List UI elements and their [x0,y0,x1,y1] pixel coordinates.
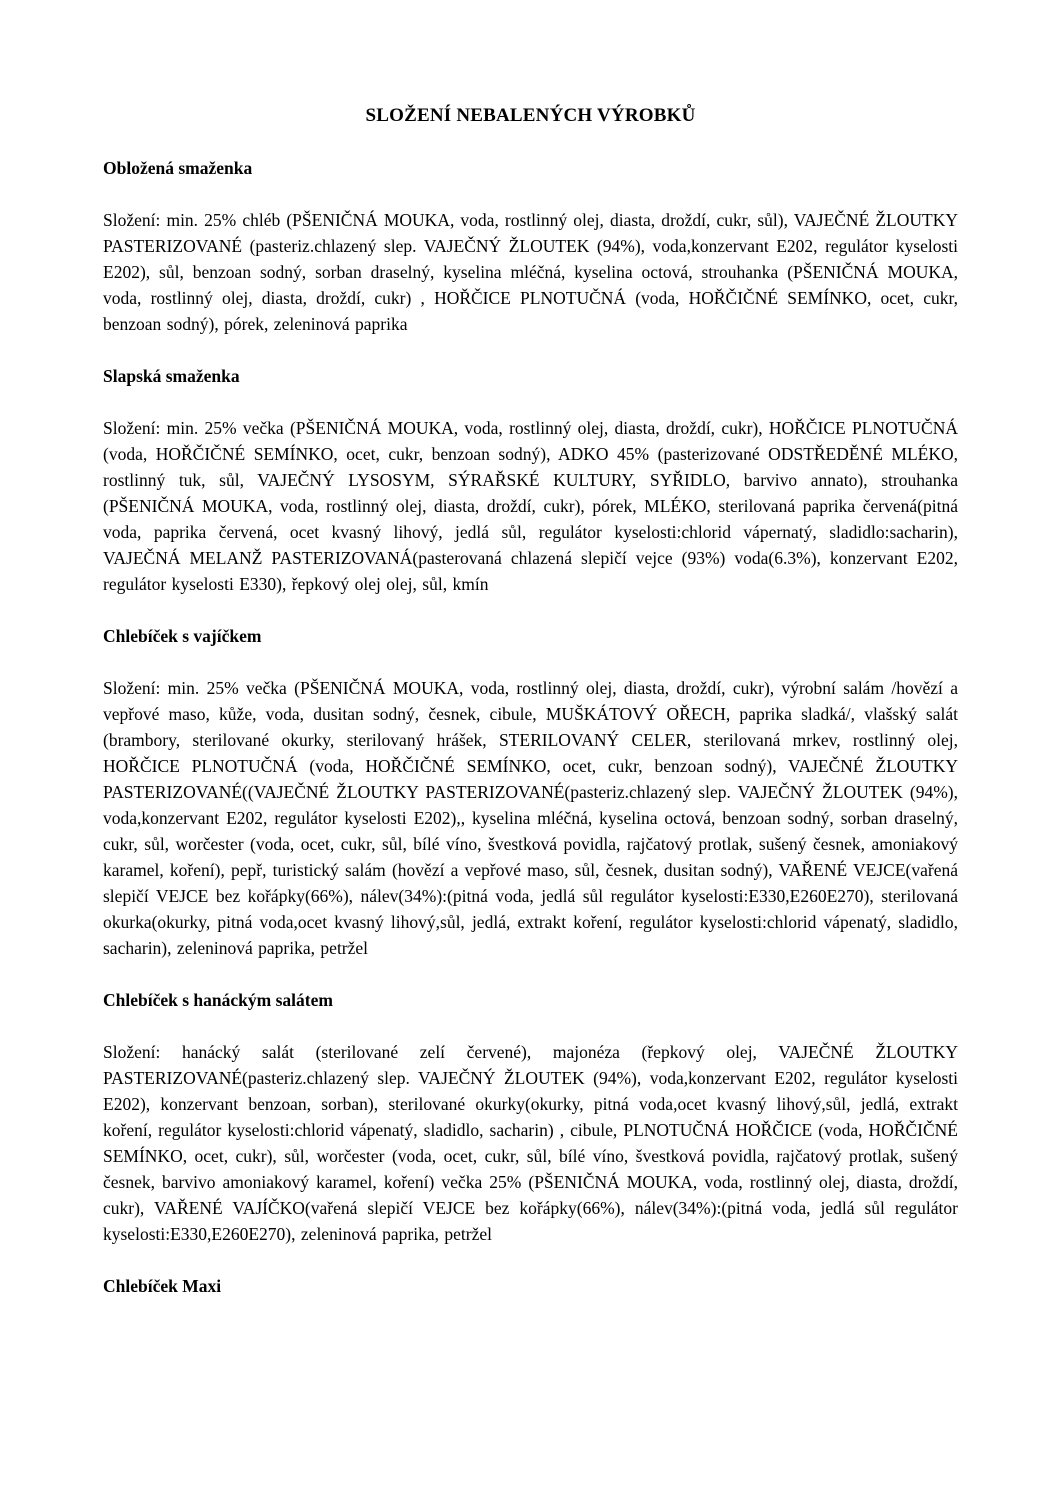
section-body: Složení: min. 25% chléb (PŠENIČNÁ MOUKA, voda, rostlinný olej, diasta, droždí, cukr, sůl), VAJEČNÉ ŽLOUTKY PASTERIZOVANÉ (pasteriz.chlazený slep. VAJEČNÝ ŽLOUTEK (94%), voda,konzervant E202, regulátor kyselosti E202), sůl, benzoan sodný, sorban draselný, kyselina mléčná, kyselina octová, strouhanka (PŠENIČNÁ MOUKA, voda, rostlinný olej, diasta, droždí, cukr) , HOŘČICE PLNOTUČNÁ (voda, HOŘČIČNÉ SEMÍNKO, ocet, cukr, benzoan sodný), pórek, zeleninová paprika [103,210,958,334]
section-chlebicek-s-hanackym-salatem [103,987,958,1247]
section-body: Složení: min. 25% večka (PŠENIČNÁ MOUKA, voda, rostlinný olej, diasta, droždí, cukr), výrobní salám /hovězí a vepřové maso, kůže, voda, dusitan sodný, česnek, cibule, MUŠKÁTOVÝ OŘECH, paprika sladká/, vlašský salát (brambory, sterilované okurky, sterilovaný hrášek, STERILOVANÝ CELER, sterilovaná mrkev, rostlinný olej, HOŘČICE PLNOTUČNÁ (voda, HOŘČIČNÉ SEMÍNKO, ocet, cukr, benzoan sodný), VAJEČNÉ ŽLOUTKY PASTERIZOVANÉ((VAJEČNÉ ŽLOUTKY PASTERIZOVANÉ(pasteriz.chlazený slep. VAJEČNÝ ŽLOUTEK (94%), voda,konzervant E202, regulátor kyselosti E202),, kyselina mléčná, kyselina octová, benzoan sodný, sorban draselný, cukr, sůl, worčester (voda, ocet, cukr, sůl, bílé víno, švestková povidla, rajčatový protlak, sušený česnek, amoniakový karamel, koření), pepř, turistický salám (hovězí a vepřové maso, sůl, česnek, dusitan sodný), VAŘENÉ VEJCE(vařená slepičí VEJCE bez kořápky(66%), nálev(34%):(pitná voda, jedlá sůl regulátor kyselosti:E330,E260E270), sterilovaná okurka(okurky, pitná voda,ocet kvasný lihový,sůl, jedlá, extrakt koření, regulátor kyselosti:chlorid vápenatý, sladidlo, sacharin), zeleninová paprika, petržel [103,678,958,958]
section-slapska-smazenka [103,363,958,597]
section-heading: Obložená smaženka [103,158,253,178]
section-heading: Chlebíček Maxi [103,1276,222,1296]
section-body: Složení: min. 25% večka (PŠENIČNÁ MOUKA, voda, rostlinný olej, diasta, droždí, cukr), HOŘČICE PLNOTUČNÁ (voda, HOŘČIČNÉ SEMÍNKO, ocet, cukr, benzoan sodný), ADKO 45% (pasterizované ODSTŘEDĚNÉ MLÉKO, rostlinný tuk, sůl, VAJEČNÝ LYSOSYM, SÝRAŘSKÉ KULTURY, SYŘIDLO, barvivo annato), strouhanka (PŠENIČNÁ MOUKA, voda, rostlinný olej, diasta, droždí, cukr), pórek, MLÉKO, sterilovaná paprika červená(pitná voda, paprika červená, ocet kvasný lihový, jedlá sůl, regulátor kyselosti:chlorid vápernatý, sladidlo:sacharin), VAJEČNÁ MELANŽ PASTERIZOVANÁ(pasterovaná chlazená slepičí vejce (93%) voda(6.3%), konzervant E202, regulátor kyselosti E330), řepkový olej olej, sůl, kmín [103,418,958,594]
section-heading: Chlebíček s vajíčkem [103,626,262,646]
section-heading: Slapská smaženka [103,366,240,386]
section-chlebicek-s-vajickem [103,623,958,961]
section-oblozena-smazenka [103,155,958,337]
section-body: Složení: hanácký salát (sterilované zelí červené), majonéza (řepkový olej, VAJEČNÉ ŽLOUTKY PASTERIZOVANÉ(pasteriz.chlazený slep. VAJEČNÝ ŽLOUTEK (94%), voda,konzervant E202, regulátor kyselosti E202), konzervant benzoan, sorban), sterilované okurky(okurky, pitná voda,ocet kvasný lihový,sůl, jedlá, extrakt koření, regulátor kyselosti:chlorid vápenatý, sladidlo, sacharin) , cibule, PLNOTUČNÁ HOŘČICE (voda, HOŘČIČNÉ SEMÍNKO, ocet, cukr), sůl, worčester (voda, ocet, cukr, sůl, bílé víno, švestková povidla, rajčatový protlak, sušený česnek, barvivo amoniakový karamel, koření) večka 25% (PŠENIČNÁ MOUKA, voda, rostlinný olej, diasta, droždí, cukr), VAŘENÉ VAJÍČKO(vařená slepičí VEJCE bez kořápky(66%), nálev(34%):(pitná voda, jedlá sůl regulátor kyselosti:E330,E260E270), zeleninová paprika, petržel [103,1042,958,1244]
section-chlebicek-maxi [103,1273,958,1299]
section-heading: Chlebíček s hanáckým salátem [103,990,333,1010]
document-title: SLOŽENÍ NEBALENÝCH VÝROBKŮ [365,105,696,126]
